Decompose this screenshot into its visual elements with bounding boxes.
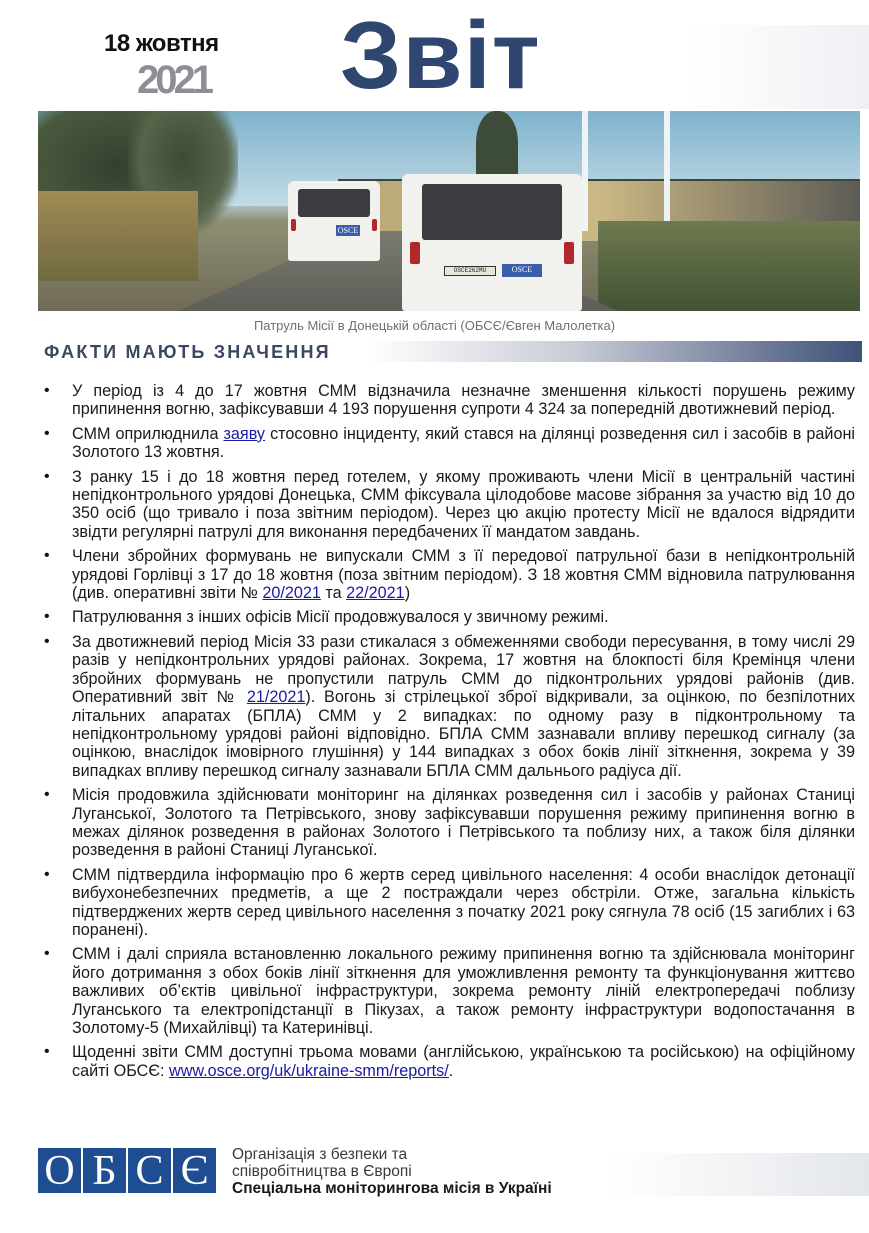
- report-link[interactable]: 21/2021: [246, 688, 306, 707]
- fact-item: [38, 425, 855, 462]
- wind-turbine: [582, 111, 588, 231]
- osce-logo: [38, 1148, 216, 1193]
- report-link[interactable]: заяву: [223, 424, 266, 443]
- osce-logo-letter: О: [38, 1148, 81, 1193]
- fact-item: [38, 786, 855, 860]
- fact-text: та: [320, 584, 347, 603]
- mission-name: Спеціальна моніторингова місія в Україні: [232, 1180, 552, 1197]
- photo-caption: Патруль Місії в Донецькій області (ОБСЄ/Євген Малолетка): [253, 318, 616, 333]
- fact-text: стосовно інциденту, який стався на ділянці розведення сил і засобів в районі Золотого 13 жовтня.: [72, 424, 856, 462]
- osce-vehicle-logo: OSCE: [337, 226, 359, 235]
- fact-item: [38, 945, 855, 1037]
- patrol-photo: [38, 111, 860, 311]
- fact-text: ): [404, 584, 411, 603]
- fact-text: У період із 4 до 17 жовтня СММ відзначила незначне зменшення кількості порушень режиму припинення вогню, зафіксувавши 4 193 порушення супроти 4 324 за попередній двотижневий період.: [72, 382, 855, 419]
- fact-text: СММ оприлюднила: [72, 424, 224, 443]
- fact-item: [38, 547, 855, 602]
- organization-name: [232, 1146, 552, 1197]
- report-link[interactable]: www.osce.org/uk/ukraine-smm/reports/: [169, 1061, 449, 1080]
- report-link[interactable]: 22/2021: [346, 584, 405, 603]
- page-title: Звіт: [340, 2, 541, 109]
- osce-vehicle-logo: OSCE: [502, 264, 542, 277]
- facts-list: [38, 382, 855, 1086]
- photo-grass: [598, 221, 860, 311]
- photo-poplar: [476, 111, 518, 181]
- report-link[interactable]: 20/2021: [262, 584, 321, 603]
- license-plate: OSCE262MU: [444, 266, 496, 276]
- fact-text: ). Вогонь зі стрілецької зброї відкривали, за оцінкою, по безпілотних літальних апаратах (БПЛА) СММ у 2 випадках: по одному разу в підконтрольному та непідконтрольному урядові районі відповідно. БПЛА СММ зазнавали впливу перешкод сигналу (за оцінкою, внаслідок імовірного глушіння) у 144 випадках з обох боків лінії зіткнення, зокрема у 39 випадках впливу перешкод сигналу зазнавали БПЛА СММ дальнього радіуса дії.: [72, 688, 855, 780]
- org-name-line2: співробітництва в Європі: [232, 1163, 412, 1180]
- osce-logo-letter: Є: [173, 1148, 216, 1193]
- fact-text: .: [448, 1061, 454, 1080]
- patrol-vehicle: [288, 181, 380, 261]
- report-date: 18 жовтня: [104, 30, 219, 57]
- photo-grass: [38, 191, 198, 281]
- report-year: 2021: [137, 58, 210, 102]
- header-decoration: [690, 25, 869, 109]
- org-name-line1: Організація з безпеки та: [232, 1146, 408, 1163]
- footer-decoration: [610, 1153, 869, 1196]
- fact-item: [38, 608, 855, 626]
- fact-text: З ранку 15 і до 18 жовтня перед готелем, у якому проживають члени Місії в центральній частині непідконтрольного урядові Донецька, СММ фіксувала цілодобове масове зібрання за участю від 10 до 350 осіб (що тривало і поза звітним періодом). Через цю акцію протесту Місії не вдалося відрядити звідти регулярні патрулі для виконання передбачених її мандатом завдань.: [72, 467, 855, 541]
- fact-text: Місія продовжила здійснювати моніторинг на ділянках розведення сил і засобів у районах Станиці Луганської, Золотого та Петрівського, знову зафіксувавши порушення режиму припинення вогню в межах ділянок розведення в районах Золотого і Петрівського та поблизу них, а також біля ділянки розведення в районі Станиці Луганської.: [72, 786, 855, 860]
- section-title: ФАКТИ МАЮТЬ ЗНАЧЕННЯ: [44, 342, 331, 362]
- fact-item: [38, 468, 855, 542]
- osce-logo-letter: С: [128, 1148, 171, 1193]
- fact-item: [38, 382, 855, 419]
- osce-logo-letter: Б: [83, 1148, 126, 1193]
- fact-text: Щоденні звіти СММ доступні трьома мовами (англійською, українською та російською) на офіційному сайті ОБСЄ:: [72, 1043, 855, 1080]
- fact-item: [38, 1043, 855, 1080]
- fact-item: [38, 633, 855, 780]
- fact-text: СММ підтвердила інформацію про 6 жертв серед цивільного населення: 4 особи внаслідок детонації вибухонебезпечних предметів, а ще 2 постраждали через обстріли. Отже, загальна кількість підтверджених жертв серед цивільного населення з початку 2021 року сягнула 78 осіб (15 загиблих і 63 поранені).: [72, 865, 855, 939]
- patrol-vehicle: [402, 174, 582, 311]
- fact-text: Члени збройних формувань не випускали СММ з її передової патрульної бази в непідконтрольній урядові Горлівці з 17 до 18 жовтня (поза звітним періодом). З 18 жовтня СММ відновила патрулювання (див. оперативні звіти №: [72, 547, 855, 603]
- fact-item: [38, 866, 855, 940]
- fact-text: За двотижневий період Місія 33 рази стикалася з обмеженнями свободи пересування, в тому числі 29 разів у непідконтрольних урядові районах. Зокрема, 17 жовтня на блокпості біля Кремінця члени збройних формувань не пропустили патруль СММ до підконтрольних урядові районів (див. Оперативний звіт №: [72, 632, 855, 707]
- fact-text: Патрулювання з інших офісів Місії продовжувалося у звичному режимі.: [72, 608, 609, 627]
- fact-text: СММ і далі сприяла встановленню локального режиму припинення вогню та здійснювала моніторинг його дотримання з обох боків лінії зіткнення для уможливлення ремонту та функціонування життєво важливих об’єктів цивільної інфраструктури, зокрема ремонту ліній електропередачі поблизу Луганського та електропідстанції в Пікузах, а також ремонту інфраструктури водопостачання в Золотому-5 (Михайлівці) та Катеринівці.: [72, 945, 855, 1037]
